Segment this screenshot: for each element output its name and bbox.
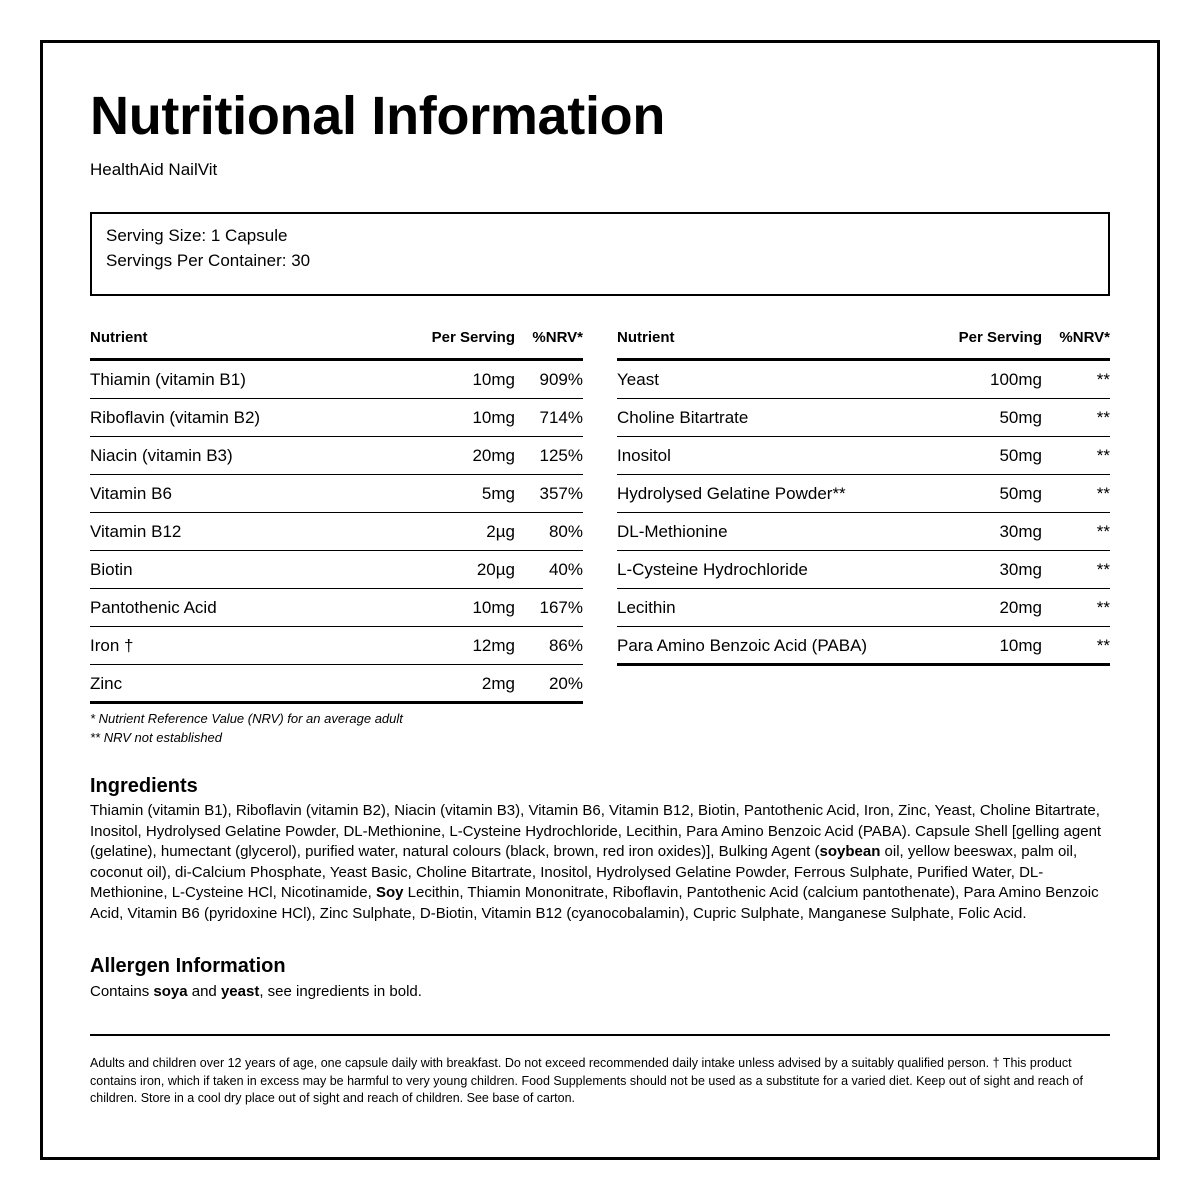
allergen-part: Contains <box>90 983 154 1000</box>
nutrient-name: Choline Bitartrate <box>617 408 749 427</box>
nutrient-nrv: ** <box>1096 370 1110 389</box>
usage-disclaimer: Adults and children over 12 years of age, one capsule daily with breakfast. Do not exceed recommended daily intake unless advised by a suitably qualified person. † This product contains iron, which if taken in excess may be harmful to very young children. Food Supplements should not be used as a substitute for a varied diet. Keep out of sight and reach of children. Store in a cool dry place out of sight and reach of children. See base of carton. <box>90 1056 1083 1105</box>
nutrient-nrv: ** <box>1096 560 1110 579</box>
nutrient-nrv: 86% <box>548 636 583 655</box>
table-row <box>90 361 583 399</box>
nutrient-name: Biotin <box>90 560 133 579</box>
nutrient-table-right <box>617 325 1110 666</box>
table-row <box>617 361 1110 399</box>
nrv-footnote: * Nutrient Reference Value (NRV) for an average adult <box>90 711 403 726</box>
nutrient-amount: 50mg <box>999 484 1042 503</box>
table-row <box>617 475 1110 513</box>
table-row <box>90 399 583 437</box>
nutrient-amount: 2mg <box>481 674 515 693</box>
label-frame <box>40 40 1160 1160</box>
nutrient-name: Vitamin B12 <box>90 522 182 541</box>
nutrient-amount: 20mg <box>472 446 515 465</box>
table-row <box>617 589 1110 627</box>
nutrient-nrv: 167% <box>539 598 583 617</box>
ingredients-title: Ingredients <box>90 775 198 797</box>
table-row <box>90 589 583 627</box>
nutrient-name: Vitamin B6 <box>90 484 172 503</box>
nutrient-name: Lecithin <box>617 598 676 617</box>
nutrient-amount: 12mg <box>472 636 515 655</box>
nutrient-nrv: 40% <box>548 560 583 579</box>
nutrient-name: Zinc <box>90 674 123 693</box>
nutrient-nrv: ** <box>1096 522 1110 541</box>
nutrient-amount: 20mg <box>999 598 1042 617</box>
nutrient-amount: 2µg <box>486 522 515 541</box>
nutrient-amount: 10mg <box>472 408 515 427</box>
page-title: Nutritional Information <box>90 86 666 146</box>
footnotes <box>90 709 403 747</box>
nutrient-amount: 50mg <box>999 446 1042 465</box>
allergen-bold: yeast <box>220 983 260 1000</box>
table-header <box>90 325 583 361</box>
ingredients-part: Lecithin, Thiamin Mononitrate, Riboflavin, Pantothenic Acid (calcium pantothenate), Para Amino Benzoic Acid, Vitamin B6 (pyridoxine HCl), Zinc Sulphate, D-Biotin, Vitamin B12 (cyanocobalamin), Cupric Sulphate, Manganese Sulphate, Folic Acid. <box>90 884 1099 922</box>
nutrient-nrv: ** <box>1096 484 1110 503</box>
nutrient-amount: 30mg <box>999 522 1042 541</box>
table-row <box>617 399 1110 437</box>
nutrient-table-left <box>90 325 583 704</box>
column-header-nutrient: Nutrient <box>90 329 148 346</box>
nutrient-nrv: ** <box>1096 446 1110 465</box>
nutrient-amount: 10mg <box>999 636 1042 655</box>
ingredients-allergen-bold: Soy <box>375 884 404 902</box>
ingredients-text <box>90 801 1110 925</box>
nutrient-amount: 100mg <box>990 370 1042 389</box>
nutrient-name: Riboflavin (vitamin B2) <box>90 408 261 427</box>
column-header-per-serving: Per Serving <box>431 329 515 346</box>
servings-per-container: Servings Per Container: 30 <box>106 251 311 270</box>
divider <box>90 1034 1110 1036</box>
nutrient-name: DL-Methionine <box>617 522 728 541</box>
nutrient-nrv: ** <box>1096 598 1110 617</box>
column-header-nrv: %NRV* <box>1059 329 1110 346</box>
nutrient-amount: 50mg <box>999 408 1042 427</box>
nutrient-name: Hydrolysed Gelatine Powder** <box>617 484 846 503</box>
serving-info-box <box>90 212 1110 296</box>
nutrient-amount: 10mg <box>472 598 515 617</box>
ingredients-allergen-bold: soybean <box>819 843 881 861</box>
table-row <box>617 551 1110 589</box>
table-row <box>617 627 1110 666</box>
nutrient-amount: 10mg <box>472 370 515 389</box>
allergen-part: , see ingredients in bold. <box>259 983 422 1000</box>
nutrient-name: Iron † <box>90 636 134 655</box>
not-established-footnote: ** NRV not established <box>90 730 223 745</box>
table-row <box>90 475 583 513</box>
nutrient-amount: 30mg <box>999 560 1042 579</box>
nutrient-name: L-Cysteine Hydrochloride <box>617 560 808 579</box>
nutrient-name: Niacin (vitamin B3) <box>90 446 233 465</box>
nutrient-nrv: ** <box>1096 408 1110 427</box>
nutrient-name: Para Amino Benzoic Acid (PABA) <box>617 636 868 655</box>
table-row <box>90 665 583 704</box>
nutrient-name: Thiamin (vitamin B1) <box>90 370 246 389</box>
nutrient-nrv: 20% <box>548 674 583 693</box>
nutrient-amount: 5mg <box>481 484 515 503</box>
table-row <box>90 513 583 551</box>
allergen-part: and <box>187 983 221 1000</box>
nutrient-nrv: 357% <box>539 484 583 503</box>
nutrient-nrv: 714% <box>539 408 583 427</box>
serving-size: Serving Size: 1 Capsule <box>106 226 288 245</box>
nutrient-amount: 20µg <box>476 560 515 579</box>
nutrient-nrv: 80% <box>548 522 583 541</box>
nutrient-nrv: 909% <box>539 370 583 389</box>
column-header-nrv: %NRV* <box>532 329 583 346</box>
table-header <box>617 325 1110 361</box>
table-row <box>90 551 583 589</box>
allergen-bold: soya <box>153 983 188 1000</box>
ingredients-part: Thiamin (vitamin B1), Riboflavin (vitamin B2), Niacin (vitamin B3), Vitamin B6, Vitamin B12, Biotin, Pantothenic Acid, Iron, Zinc, Yeast, Choline Bitartrate, Inositol, Hydrolysed Gelatine Powder, DL-Methionine, L-Cysteine Hydrochloride, Lecithin, Para Amino Benzoic Acid (PABA). Capsule Shell [gelling agent (gelatine), humectant (glycerol), purified water, natural colours (black, brown, red iron oxides)], Bulking Agent ( <box>90 802 1102 861</box>
nutrient-nrv: 125% <box>539 446 583 465</box>
column-header-nutrient: Nutrient <box>617 329 675 346</box>
table-row <box>90 627 583 665</box>
nutrient-nrv: ** <box>1096 636 1110 655</box>
table-row <box>617 513 1110 551</box>
column-header-per-serving: Per Serving <box>958 329 1042 346</box>
nutrient-name: Pantothenic Acid <box>90 598 217 617</box>
nutrient-name: Inositol <box>617 446 671 465</box>
allergen-text <box>90 983 422 1000</box>
nutrient-name: Yeast <box>617 370 659 389</box>
allergen-title: Allergen Information <box>90 955 286 977</box>
table-row <box>617 437 1110 475</box>
table-row <box>90 437 583 475</box>
product-name: HealthAid NailVit <box>90 160 218 179</box>
ingredients-part: oil, yellow beeswax, palm oil, coconut oil), di-Calcium Phosphate, Yeast Basic, Choline Bitartrate, Inositol, Hydrolysed Gelatine Powder, Ferrous Sulphate, Purified Water, DL-Methionine, L-Cysteine HCl, Nicotinamide, <box>90 843 1078 902</box>
